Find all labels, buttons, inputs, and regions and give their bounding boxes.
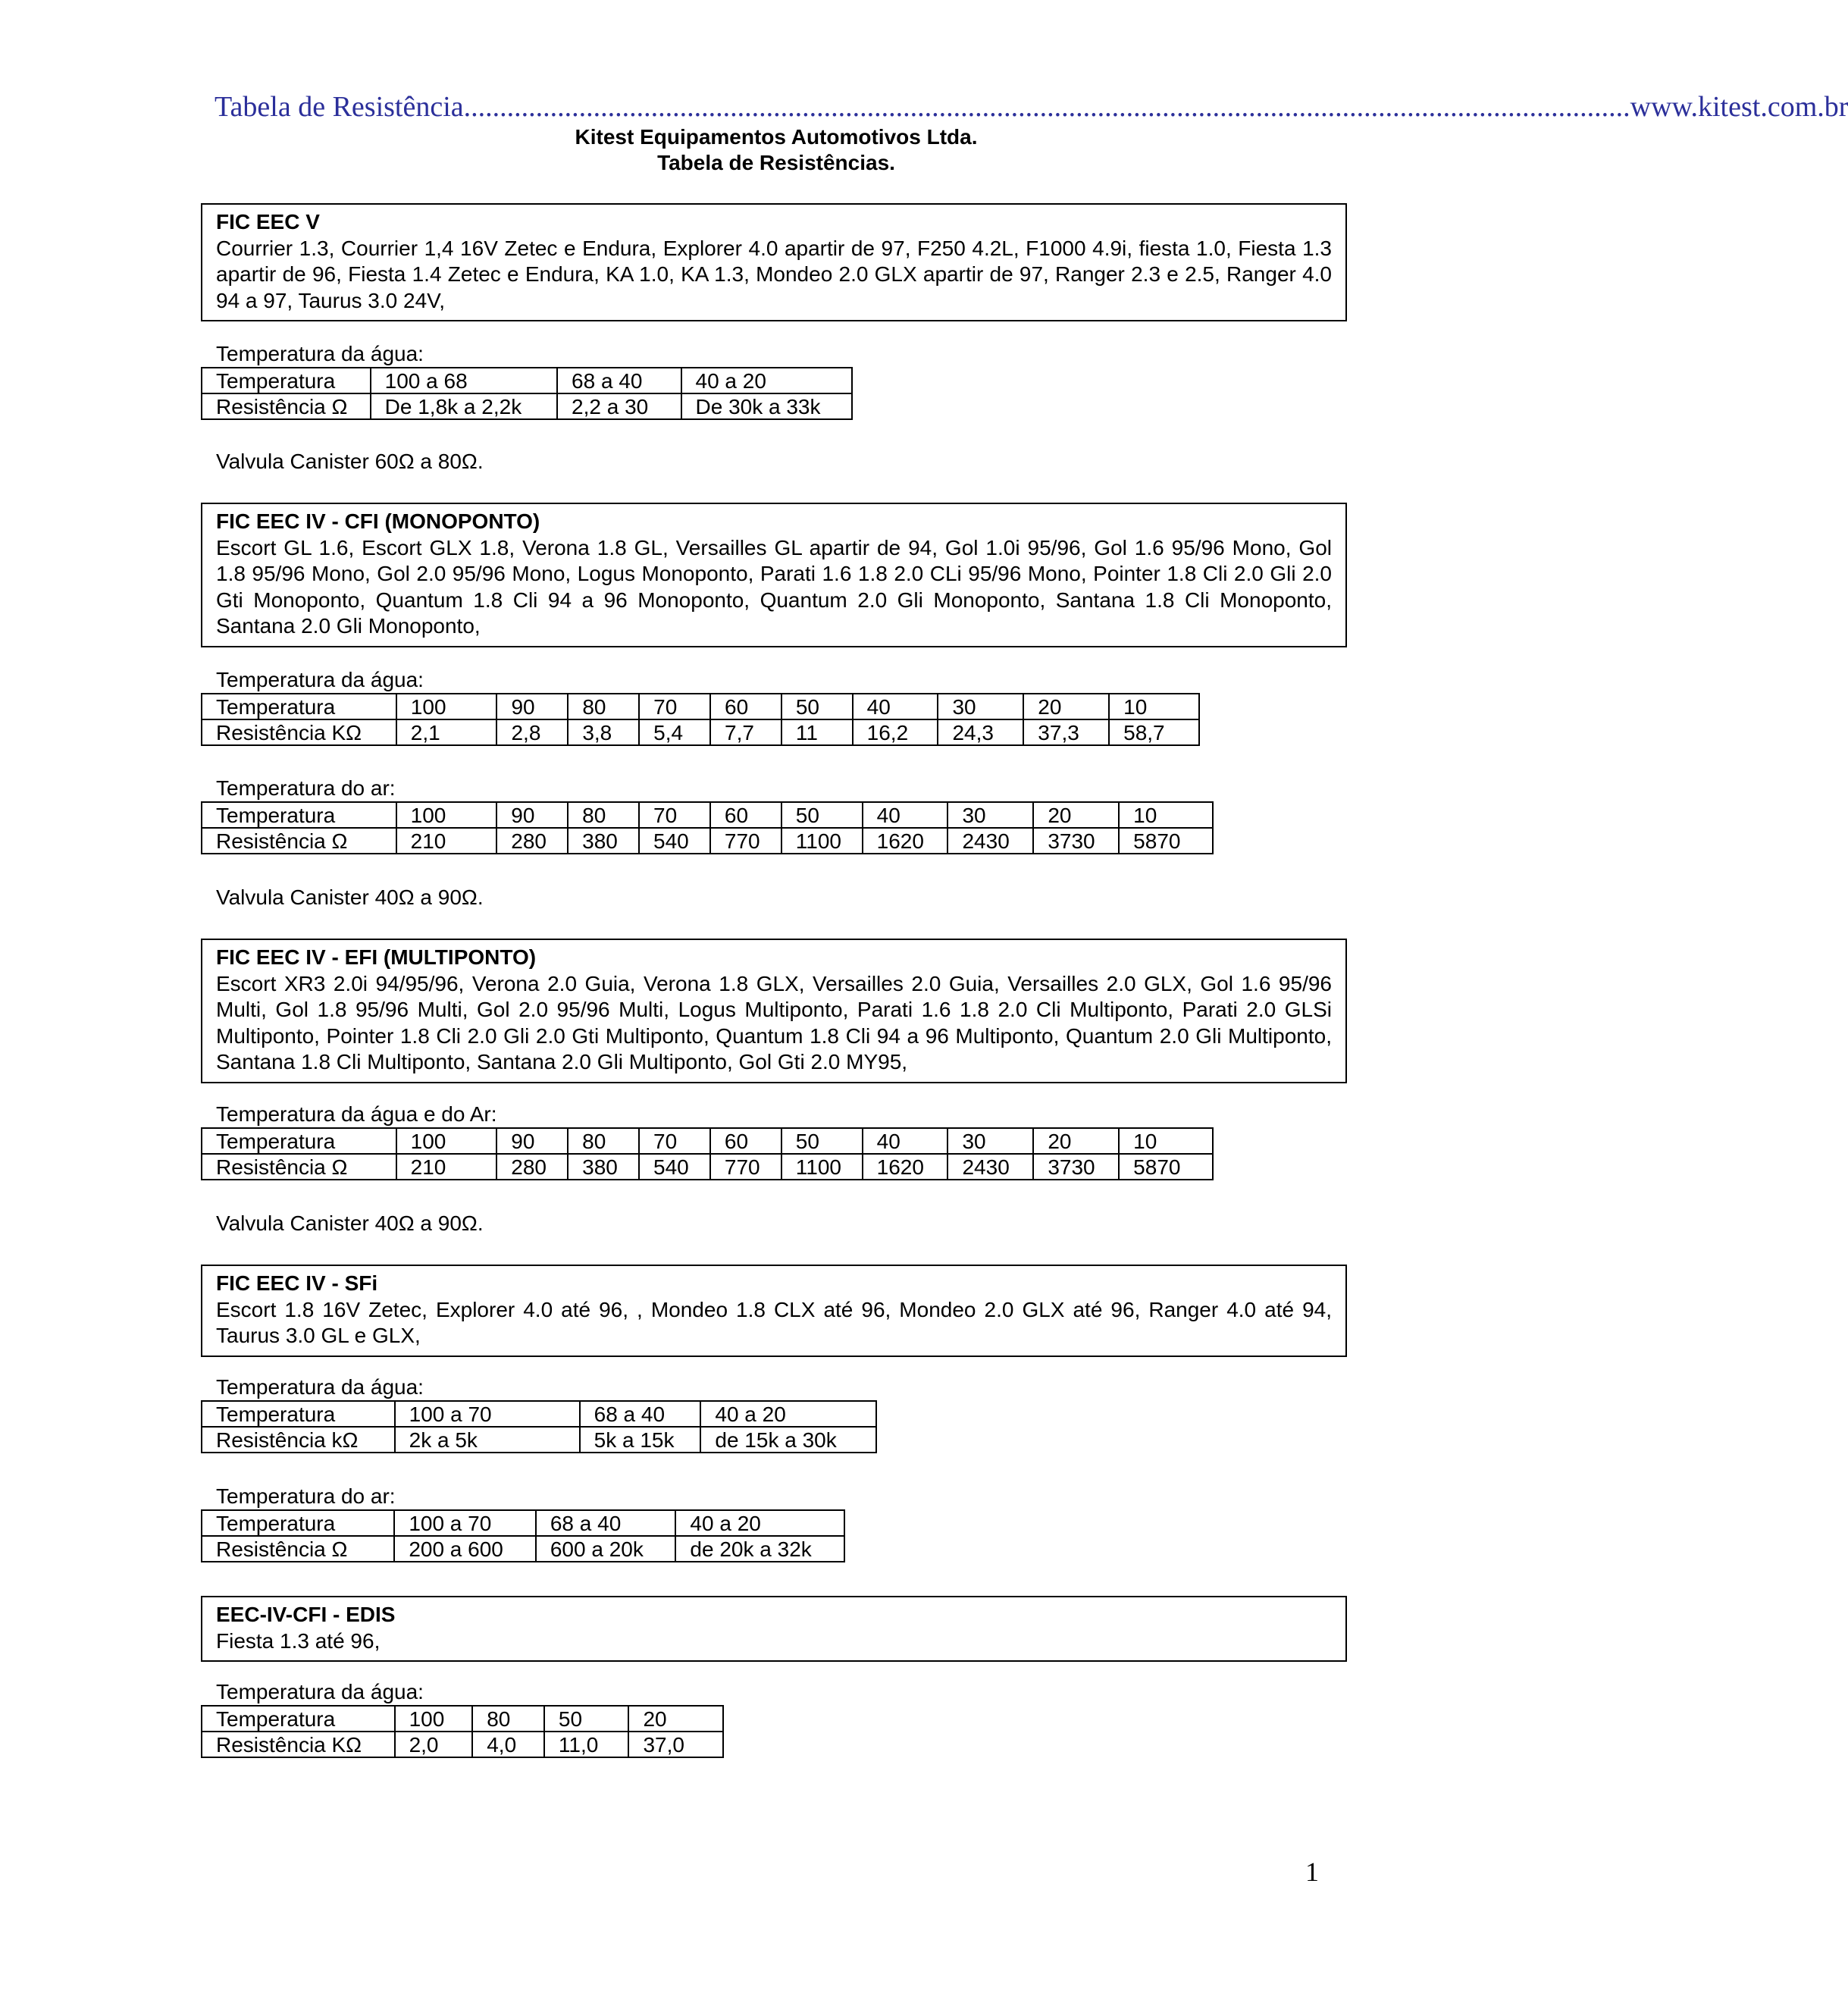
table-cell: 16,2 bbox=[853, 719, 938, 745]
running-header bbox=[215, 89, 1848, 124]
table-cell: 10 bbox=[1119, 802, 1213, 828]
table-cell: 80 bbox=[472, 1706, 544, 1732]
table-cell: 2k a 5k bbox=[395, 1427, 580, 1453]
table-cell: 60 bbox=[710, 802, 781, 828]
table-cell: 540 bbox=[639, 1154, 710, 1180]
table-cell: 280 bbox=[496, 1154, 568, 1180]
canister-note: Valvula Canister 60Ω a 80Ω. bbox=[216, 450, 484, 473]
table-cell: 90 bbox=[496, 802, 568, 828]
table-cell: 540 bbox=[639, 828, 710, 854]
table-cell: 37,3 bbox=[1023, 719, 1109, 745]
table-row bbox=[202, 368, 852, 393]
table-cell: 280 bbox=[496, 828, 568, 854]
table-cell: 80 bbox=[568, 802, 639, 828]
table-cell: Temperatura bbox=[202, 1128, 396, 1154]
table-cell: de 15k a 30k bbox=[700, 1427, 876, 1453]
table-cell: 20 bbox=[628, 1706, 723, 1732]
table-cell: 100 a 68 bbox=[371, 368, 557, 393]
company-name: Kitest Equipamentos Automotivos Ltda. bbox=[575, 125, 978, 149]
table-cell: 210 bbox=[396, 828, 497, 854]
table-cell: 3730 bbox=[1033, 828, 1119, 854]
table-row bbox=[202, 393, 852, 419]
table-cell: 40 bbox=[863, 1128, 948, 1154]
table-row bbox=[202, 1706, 723, 1732]
header-leader-dots: .................................................................................................................................................................. bbox=[463, 91, 1630, 123]
table-cell: 3730 bbox=[1033, 1154, 1119, 1180]
table-cell: 68 a 40 bbox=[536, 1510, 676, 1536]
table-cell: 380 bbox=[568, 1154, 639, 1180]
section-title: EEC-IV-CFI - EDIS bbox=[216, 1603, 396, 1626]
table-cell: 5k a 15k bbox=[580, 1427, 701, 1453]
resistance-table bbox=[201, 801, 1214, 854]
page-number: 1 bbox=[1305, 1857, 1319, 1887]
table-cell: 200 a 600 bbox=[394, 1536, 536, 1562]
table-cell: De 1,8k a 2,2k bbox=[371, 393, 557, 419]
table-cell: 40 a 20 bbox=[675, 1510, 844, 1536]
table-cell: 2,8 bbox=[496, 719, 568, 745]
table-cell: 1620 bbox=[863, 1154, 948, 1180]
table-cell: De 30k a 33k bbox=[681, 393, 853, 419]
resistance-table bbox=[201, 1400, 877, 1453]
section-title: FIC EEC IV - EFI (MULTIPONTO) bbox=[216, 945, 537, 969]
table-cell: 2,1 bbox=[396, 719, 497, 745]
table-cell: Temperatura bbox=[202, 1706, 395, 1732]
canister-note: Valvula Canister 40Ω a 90Ω. bbox=[216, 885, 484, 909]
table-cell: 30 bbox=[947, 1128, 1033, 1154]
resistance-table bbox=[201, 1509, 845, 1562]
table-cell: 770 bbox=[710, 828, 781, 854]
section-box-efi-multiponto bbox=[201, 939, 1347, 1083]
table-cell: 5870 bbox=[1119, 1154, 1213, 1180]
table-cell: 90 bbox=[496, 1128, 568, 1154]
table-cell: 70 bbox=[639, 802, 710, 828]
table-cell: 68 a 40 bbox=[580, 1401, 701, 1427]
table-cell: 1100 bbox=[781, 828, 863, 854]
table-row bbox=[202, 719, 1199, 745]
table-cell: 58,7 bbox=[1109, 719, 1199, 745]
table-cell: 80 bbox=[568, 694, 639, 719]
table-label: Temperatura da água: bbox=[216, 342, 424, 365]
section-box-sfi bbox=[201, 1265, 1347, 1357]
section-title: FIC EEC IV - SFi bbox=[216, 1271, 378, 1295]
table-cell: 100 bbox=[396, 694, 497, 719]
table-cell: 600 a 20k bbox=[536, 1536, 676, 1562]
table-row bbox=[202, 1510, 844, 1536]
table-row bbox=[202, 1154, 1213, 1180]
table-row bbox=[202, 1401, 876, 1427]
section-description: Courrier 1.3, Courrier 1,4 16V Zetec e Endura, Explorer 4.0 apartir de 97, F250 4.2L, F1000 4.9i, fiesta 1.0, Fiesta 1.3 apartir de 96, Fiesta 1.4 Zetec e Endura, KA 1.0, KA 1.3, Mondeo 2.0 GLX apartir de 97, Ranger 2.3 e 2.5, Ranger 4.0 94 a 97, Taurus 3.0 24V, bbox=[216, 236, 1332, 312]
table-row bbox=[202, 1427, 876, 1453]
table-cell: 2,2 a 30 bbox=[557, 393, 681, 419]
table-cell: Resistência KΩ bbox=[202, 1732, 395, 1757]
resistance-table bbox=[201, 693, 1200, 746]
table-label: Temperatura da água: bbox=[216, 668, 424, 691]
table-cell: 2430 bbox=[947, 828, 1033, 854]
table-cell: de 20k a 32k bbox=[675, 1536, 844, 1562]
table-cell: 2430 bbox=[947, 1154, 1033, 1180]
table-label: Temperatura do ar: bbox=[216, 1484, 396, 1508]
table-cell: 37,0 bbox=[628, 1732, 723, 1757]
table-cell: 20 bbox=[1033, 802, 1119, 828]
table-row bbox=[202, 1536, 844, 1562]
header-website: www.kitest.com.br bbox=[1630, 91, 1848, 123]
table-label: Temperatura da água e do Ar: bbox=[216, 1102, 497, 1126]
table-cell: 40 a 20 bbox=[700, 1401, 876, 1427]
table-cell: Temperatura bbox=[202, 694, 396, 719]
resistance-table bbox=[201, 367, 853, 420]
table-cell: 100 bbox=[395, 1706, 473, 1732]
table-cell: 2,0 bbox=[395, 1732, 473, 1757]
document-title: Tabela de Resistências. bbox=[657, 151, 895, 174]
table-cell: 1620 bbox=[863, 828, 948, 854]
section-box-edis bbox=[201, 1596, 1347, 1662]
table-cell: 50 bbox=[781, 802, 863, 828]
table-cell: 3,8 bbox=[568, 719, 639, 745]
table-cell: Temperatura bbox=[202, 802, 396, 828]
table-row bbox=[202, 802, 1213, 828]
table-cell: 100 bbox=[396, 802, 497, 828]
table-cell: 90 bbox=[496, 694, 568, 719]
section-title: FIC EEC IV - CFI (MONOPONTO) bbox=[216, 509, 540, 533]
table-cell: 20 bbox=[1033, 1128, 1119, 1154]
table-cell: Resistência Ω bbox=[202, 393, 371, 419]
section-box-fic-eec-v bbox=[201, 203, 1347, 321]
section-title: FIC EEC V bbox=[216, 210, 320, 233]
table-cell: Resistência Ω bbox=[202, 1154, 396, 1180]
table-cell: 7,7 bbox=[710, 719, 781, 745]
table-cell: 20 bbox=[1023, 694, 1109, 719]
table-cell: 770 bbox=[710, 1154, 781, 1180]
canister-note: Valvula Canister 40Ω a 90Ω. bbox=[216, 1211, 484, 1235]
table-cell: 1100 bbox=[781, 1154, 863, 1180]
table-cell: 80 bbox=[568, 1128, 639, 1154]
table-row bbox=[202, 1128, 1213, 1154]
table-cell: 24,3 bbox=[938, 719, 1023, 745]
table-label: Temperatura da água: bbox=[216, 1680, 424, 1703]
table-cell: 5,4 bbox=[639, 719, 710, 745]
table-cell: 50 bbox=[544, 1706, 629, 1732]
table-cell: Temperatura bbox=[202, 1510, 394, 1536]
table-cell: Resistência kΩ bbox=[202, 1427, 395, 1453]
table-cell: 50 bbox=[781, 694, 853, 719]
table-cell: 10 bbox=[1109, 694, 1199, 719]
table-cell: 68 a 40 bbox=[557, 368, 681, 393]
table-row bbox=[202, 828, 1213, 854]
table-cell: Resistência Ω bbox=[202, 1536, 394, 1562]
table-cell: 30 bbox=[938, 694, 1023, 719]
table-cell: 11,0 bbox=[544, 1732, 629, 1757]
table-cell: 60 bbox=[710, 1128, 781, 1154]
header-title: Tabela de Resistência bbox=[215, 91, 464, 123]
resistance-table bbox=[201, 1705, 724, 1758]
table-cell: 100 a 70 bbox=[395, 1401, 580, 1427]
table-cell: Temperatura bbox=[202, 368, 371, 393]
section-description: Escort GL 1.6, Escort GLX 1.8, Verona 1.8 GL, Versailles GL apartir de 94, Gol 1.0i 95/96, Gol 1.6 95/96 Mono, Gol 1.8 95/96 Mono, Gol 2.0 95/96 Mono, Logus Monoponto, Parati 1.6 1.8 2.0 CLi 95/96 Mono, Pointer 1.8 Cli 2.0 Gli 2.0 Gti Monoponto, Quantum 1.8 Cli 94 a 96 Monoponto, Quantum 2.0 Gli Monoponto, Santana 1.8 Cli Monoponto, Santana 2.0 Gli Monoponto, bbox=[216, 535, 1332, 638]
table-cell: 11 bbox=[781, 719, 853, 745]
table-cell: Resistência Ω bbox=[202, 828, 396, 854]
table-label: Temperatura da água: bbox=[216, 1375, 424, 1399]
table-cell: 210 bbox=[396, 1154, 497, 1180]
section-description: Escort 1.8 16V Zetec, Explorer 4.0 até 96, , Mondeo 1.8 CLX até 96, Mondeo 2.0 GLX até 96, Ranger 4.0 até 94, Taurus 3.0 GL e GLX, bbox=[216, 1297, 1332, 1347]
table-cell: 100 bbox=[396, 1128, 497, 1154]
table-cell: 100 a 70 bbox=[394, 1510, 536, 1536]
table-cell: 380 bbox=[568, 828, 639, 854]
table-cell: 50 bbox=[781, 1128, 863, 1154]
table-cell: 4,0 bbox=[472, 1732, 544, 1757]
table-cell: 40 bbox=[863, 802, 948, 828]
section-description: Escort XR3 2.0i 94/95/96, Verona 2.0 Guia, Verona 1.8 GLX, Versailles 2.0 Guia, Versailles 2.0 GLX, Gol 1.6 95/96 Multi, Gol 1.8 95/96 Multi, Gol 2.0 95/96 Multi, Logus Multiponto, Parati 1.6 1.8 2.0 Cli Multiponto, Parati 2.0 GLSi Multiponto, Pointer 1.8 Cli 2.0 Gli 2.0 Gti Multiponto, Quantum 1.8 Cli 94 a 96 Multiponto, Quantum 2.0 Gli Multiponto, Santana 1.8 Cli Multiponto, Santana 2.0 Gli Multiponto, Gol Gti 2.0 MY95, bbox=[216, 971, 1332, 1073]
resistance-table bbox=[201, 1127, 1214, 1180]
table-cell: 60 bbox=[710, 694, 781, 719]
table-label: Temperatura do ar: bbox=[216, 776, 396, 800]
table-cell: 30 bbox=[947, 802, 1033, 828]
table-cell: Temperatura bbox=[202, 1401, 395, 1427]
table-cell: 5870 bbox=[1119, 828, 1213, 854]
table-row bbox=[202, 1732, 723, 1757]
table-cell: 10 bbox=[1119, 1128, 1213, 1154]
table-cell: 40 a 20 bbox=[681, 368, 853, 393]
table-row bbox=[202, 694, 1199, 719]
section-description: Fiesta 1.3 até 96, bbox=[216, 1628, 381, 1653]
table-cell: 40 bbox=[853, 694, 938, 719]
table-cell: Resistência KΩ bbox=[202, 719, 396, 745]
table-cell: 70 bbox=[639, 1128, 710, 1154]
table-cell: 70 bbox=[639, 694, 710, 719]
section-box-cfi-monoponto bbox=[201, 503, 1347, 647]
